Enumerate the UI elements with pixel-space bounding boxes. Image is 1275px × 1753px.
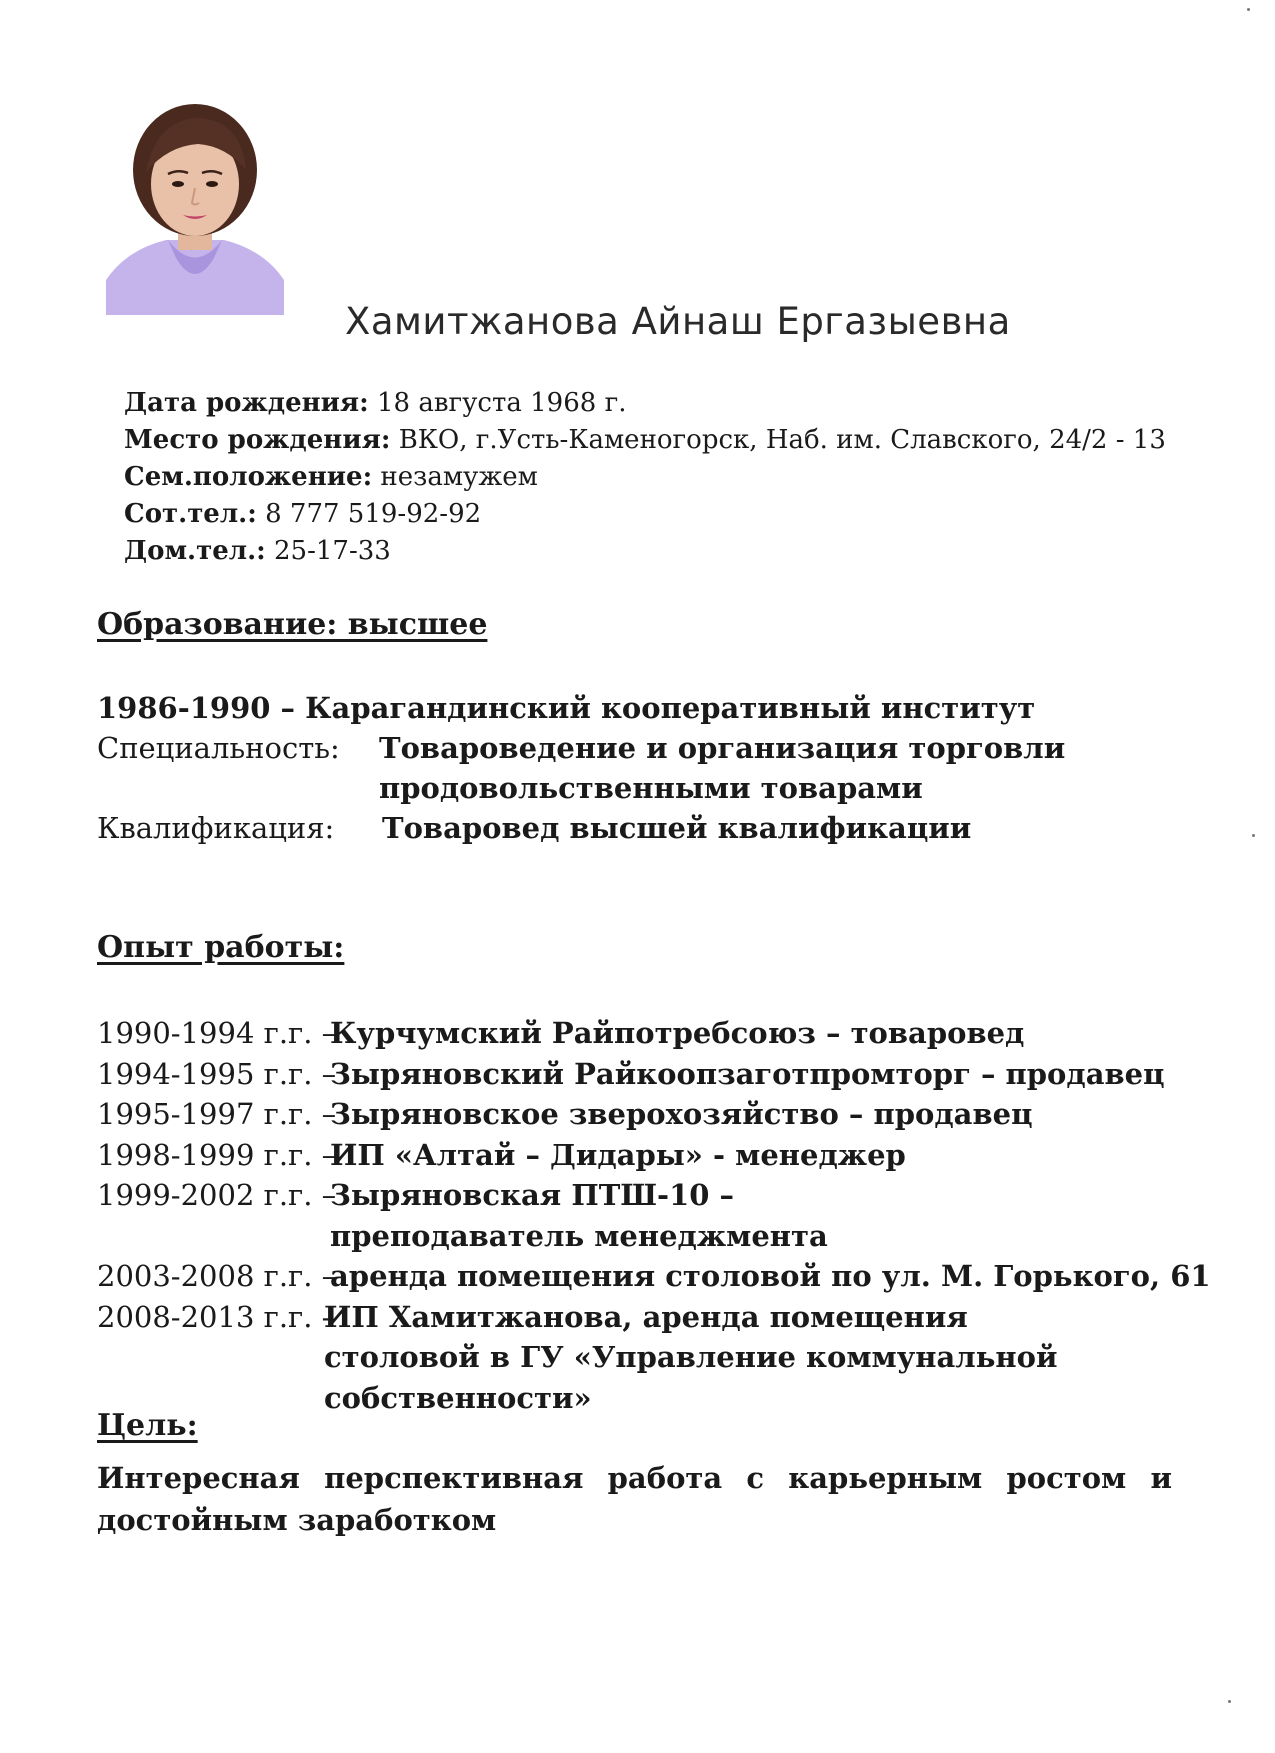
specialty-label: Специальность: — [97, 731, 340, 765]
portrait-photo — [106, 100, 284, 315]
job-entry: 2003-2008 г.г. – аренда помещения столовой по ул. М. Горького, 61 — [97, 1259, 1211, 1293]
experience-heading: Опыт работы: — [97, 930, 345, 965]
job-entry: 1994-1995 г.г. – Зыряновский Райкоопзаготпромторг – продавец — [97, 1056, 1165, 1091]
experience-list — [97, 1013, 1211, 1418]
full-name: Хамитжанова Айнаш Ергазыевна — [345, 300, 1011, 343]
job-entry: 1990-1994 г.г. – Курчумский Райпотребсоюз – товаровед — [97, 1016, 1025, 1050]
portrait-illustration — [106, 100, 284, 315]
education-block — [97, 688, 1065, 848]
job-entry: 1999-2002 г.г. – Зыряновская ПТШ-10 – преподаватель менеджмента — [97, 1178, 828, 1253]
birth-place-row: Место рождения: ВКО, г.Усть-Каменогорск, Наб. им. Славского, 24/2 - 13 — [124, 425, 1166, 455]
qualification-value: Товаровед высшей квалификации — [382, 811, 972, 845]
personal-info — [124, 385, 1166, 570]
qualification-row — [97, 808, 1065, 848]
birth-date-row: Дата рождения: 18 августа 1968 г. — [124, 388, 627, 418]
education-heading: Образование: высшее — [97, 607, 488, 642]
goal-heading: Цель: — [97, 1408, 198, 1443]
scan-speck — [1228, 1700, 1231, 1703]
scan-speck — [1247, 8, 1250, 11]
marital-status-row: Сем.положение: незамужем — [124, 462, 538, 492]
job-entry: 2008-2013 г.г. - ИП Хамитжанова, аренда помещения столовой в ГУ «Управление коммунальной собственности» — [97, 1299, 1058, 1415]
qualification-label: Квалификация: — [97, 811, 335, 845]
home-phone-row: Дом.тел.: 25-17-33 — [124, 536, 391, 566]
specialty-value: Товароведение и организация торговли продовольственными товарами — [379, 731, 1066, 805]
job-entry: 1998-1999 г.г. – ИП «Алтай – Дидары» - менеджер — [97, 1137, 906, 1172]
specialty-row — [97, 728, 1065, 808]
goal-text: Интересная перспективная работа с карьерным ростом и достойным заработком — [97, 1461, 1172, 1537]
job-entry: 1995-1997 г.г. – Зыряновское зверохозяйство – продавец — [97, 1097, 1033, 1131]
education-institution: 1986-1990 – Карагандинский кооперативный институт — [97, 691, 1036, 725]
mobile-phone-row: Сот.тел.: 8 777 519-92-92 — [124, 499, 482, 529]
scan-speck — [1252, 834, 1255, 837]
